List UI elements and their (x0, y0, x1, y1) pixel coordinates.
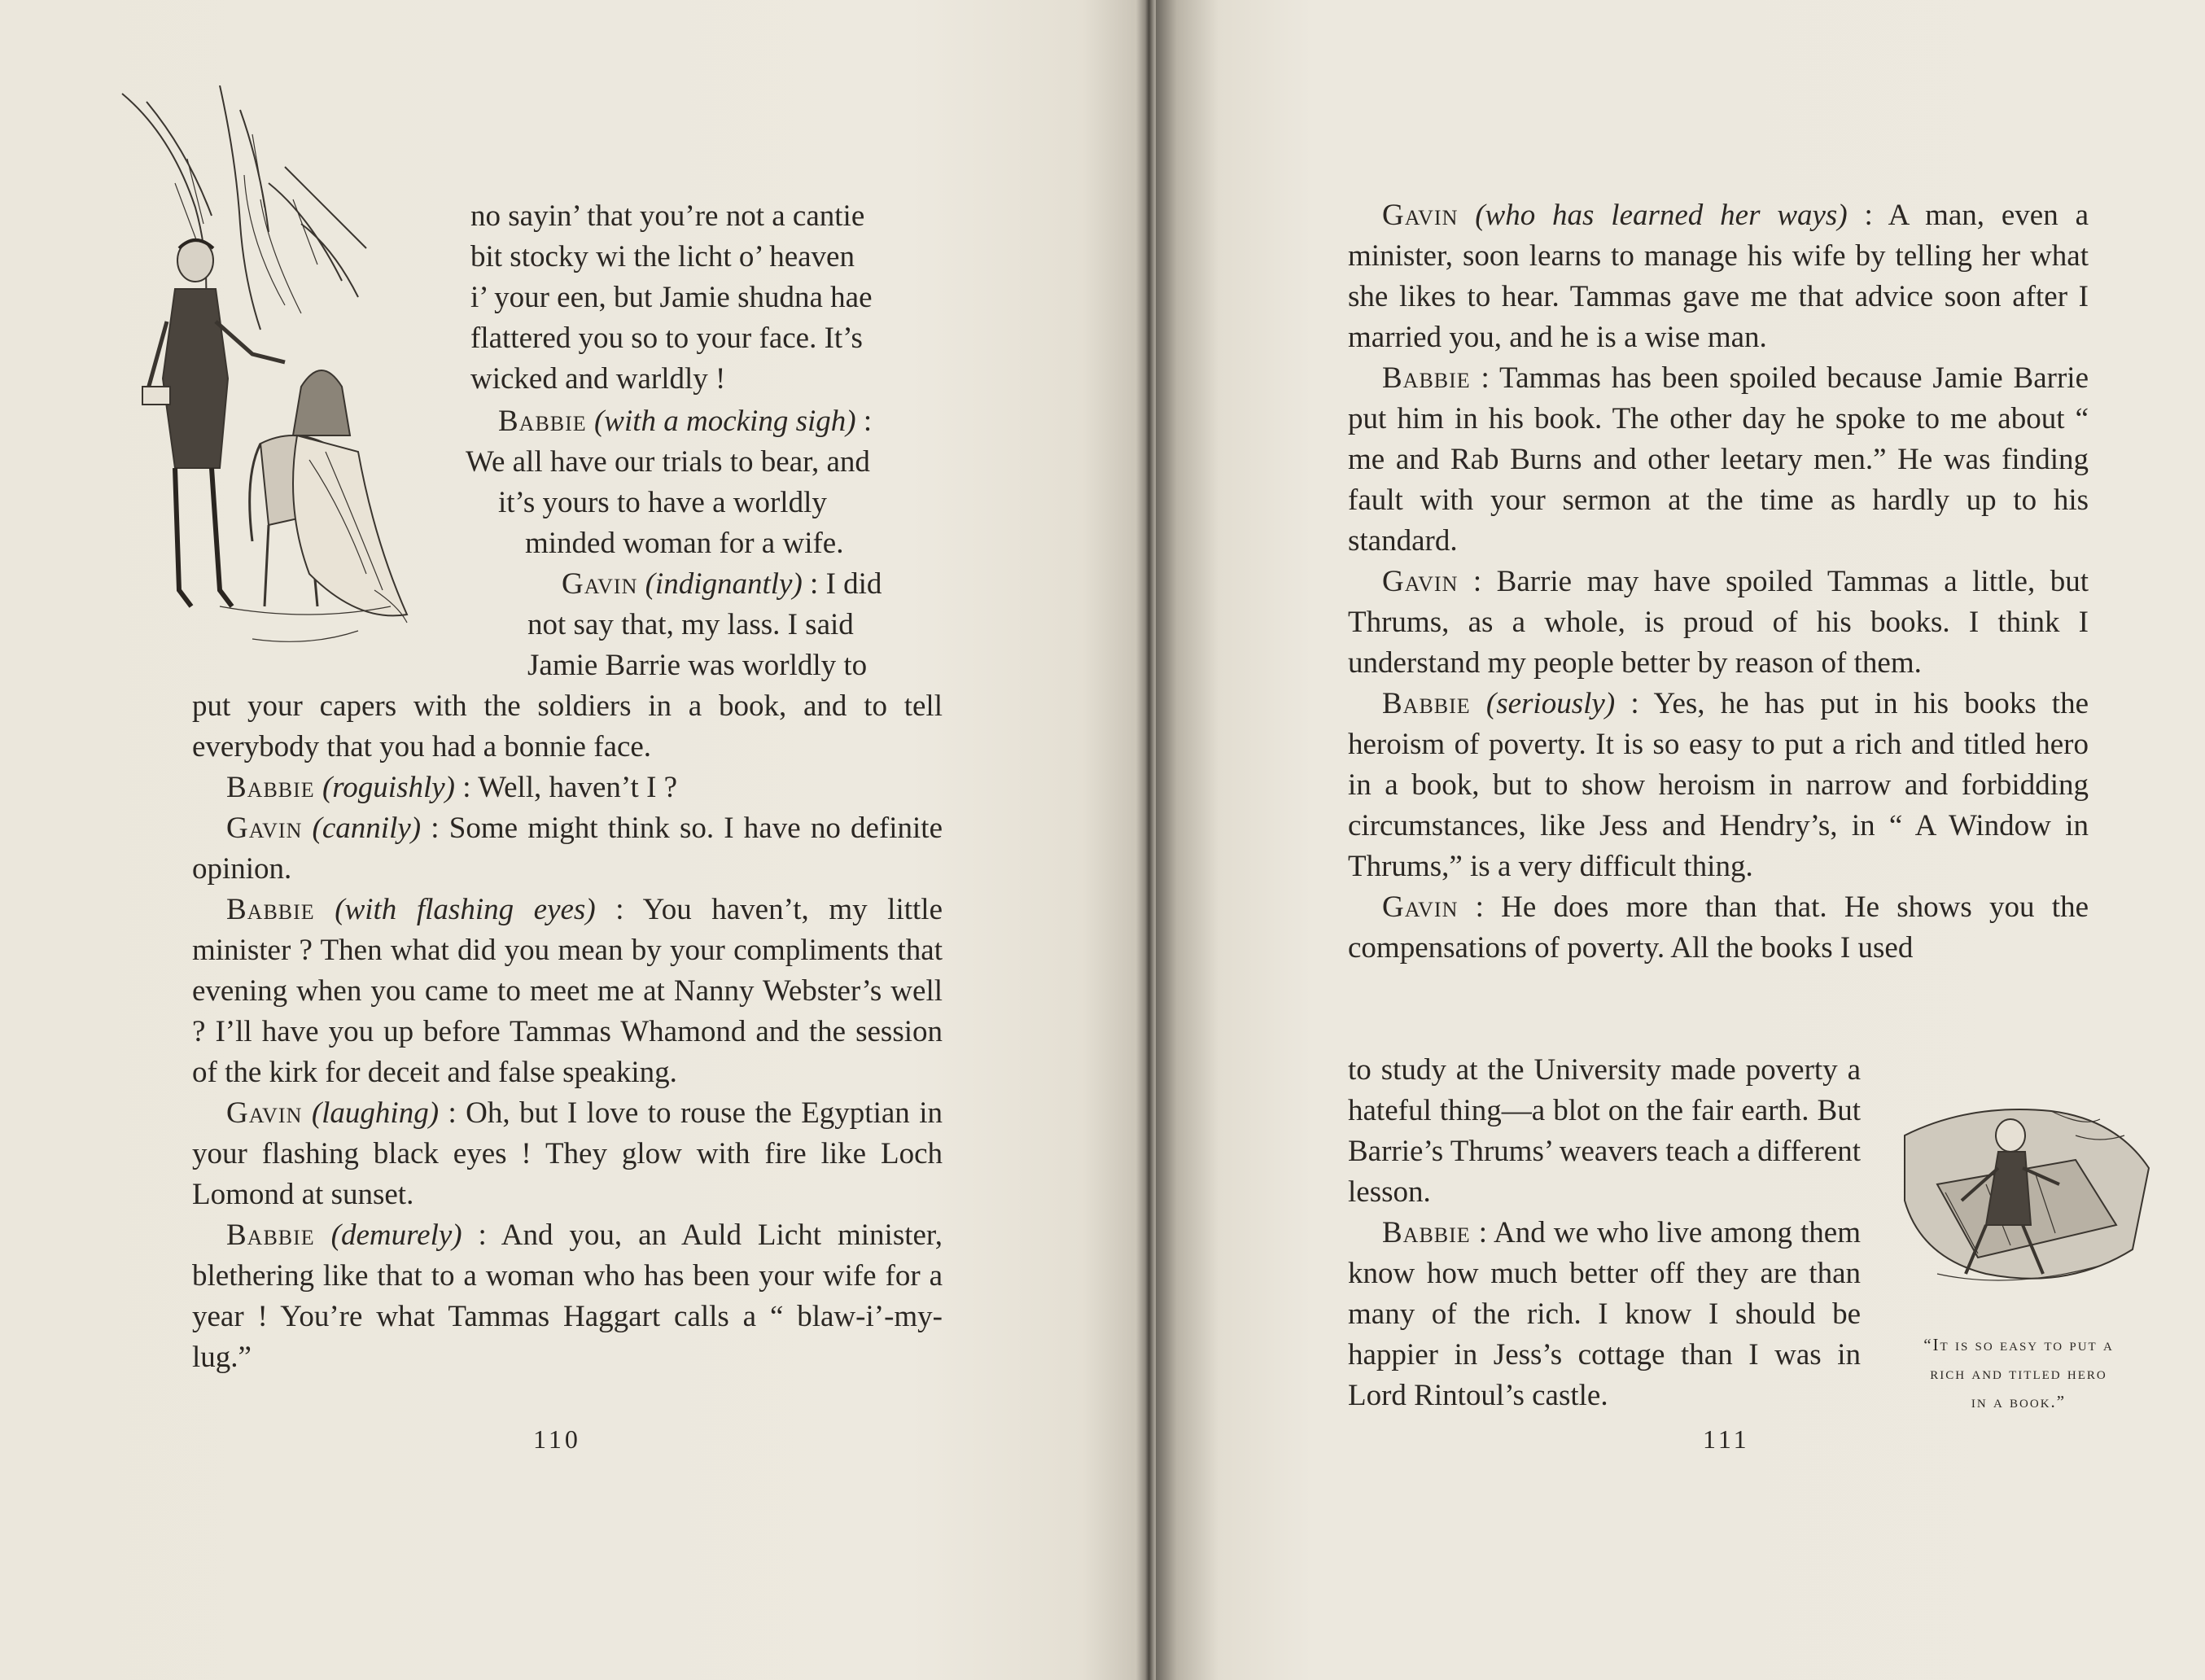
caption-line: in a book.” (1971, 1392, 2067, 1411)
text-line: not say that, my lass. I said (527, 608, 854, 641)
speaker-name: Babbie (498, 405, 587, 438)
stage-direction: (laughing) (311, 1096, 440, 1130)
speaker-name: Gavin (1382, 565, 1459, 598)
dialogue-text: : I did (802, 567, 882, 601)
dialogue-text: : Barrie may have spoiled Tammas a little, but Thrums, as a whole, is proud of his books. I think I understand my people better by reason of them. (1348, 565, 2089, 680)
text-line: We all have our trials to bear, and (466, 445, 870, 479)
dialogue-babbie-1 (498, 401, 943, 442)
speaker-name: Babbie (226, 771, 315, 804)
speaker-name: Gavin (226, 1096, 303, 1130)
stage-direction: (who has learned her ways) (1475, 199, 1848, 232)
speaker-name: Gavin (1382, 199, 1459, 232)
dialogue-text: : And you, an Auld Licht minister, blethering like that to a woman who has been your wife for a year ! You’re what Tammas Haggart calls a “ blaw-i’-my-lug.” (192, 1218, 943, 1374)
text-line: Jamie Barrie was worldly to (527, 649, 868, 682)
dialogue-gavin-2 (192, 808, 943, 890)
speaker-name: Babbie (1382, 687, 1471, 720)
stage-direction: (cannily) (312, 812, 422, 845)
text-block-main (192, 686, 943, 1378)
speaker-name: Babbie (1382, 361, 1471, 395)
stage-direction: (with flashing eyes) (335, 893, 596, 926)
dialogue-continuation: put your capers with the soldiers in a book, and to tell everybody that you had a bonnie face. (192, 689, 943, 763)
text-line: flattered you so to your face. It’s (470, 322, 863, 355)
dialogue-babbie-3 (192, 890, 943, 1093)
dialogue-continuation: to study at the University made poverty a hateful thing—a blot on the fair earth. But Barrie’s Thrums’ weavers teach a different lesson. (1348, 1053, 1861, 1209)
dialogue-text: : Oh, but I love to rouse the Egyptian in your flashing black eyes ! They glow with fire like Loch Lomond at sunset. (192, 1096, 943, 1211)
dialogue-text: : A man, even a minister, soon learns to manage his wife by telling her what she likes to hear. Tammas gave me that advice soon after I married you, and he is a wise man. (1348, 199, 2089, 354)
dialogue-babbie-7 (1348, 1213, 1861, 1416)
dialogue-babbie-5 (1348, 358, 2089, 562)
vignette-illustration (1888, 1087, 2157, 1306)
text-line (527, 645, 943, 686)
text-line (466, 442, 943, 483)
colon: : (855, 405, 873, 438)
text-line (527, 605, 943, 645)
text-block-main (1348, 195, 2089, 969)
speaker-name: Gavin (226, 812, 303, 845)
dialogue-text: : Some might think so. I have no definite opinion. (192, 812, 943, 886)
stage-direction: (roguishly) (322, 771, 455, 804)
dialogue-text: : Yes, he has put in his books the heroism of poverty. It is so easy to put a rich and titled hero in a book, but to show heroism in narrow and forbidding circumstances, like Jess and Hendry’s, in “ A Window in Thrums,” is a very difficult thing. (1348, 687, 2089, 883)
text-line: bit stocky wi the licht o’ heaven (470, 240, 855, 273)
text-line (525, 523, 943, 564)
speaker-name: Gavin (562, 567, 638, 601)
illustration-caption (1876, 1331, 2161, 1416)
text-line: no sayin’ that you’re not a cantie (470, 199, 865, 233)
caption-line: rich and titled hero (1930, 1363, 2107, 1383)
stage-direction: (indignantly) (645, 567, 803, 601)
dialogue-gavin-6 (1348, 887, 2089, 969)
dialogue-babbie-6 (1348, 684, 2089, 887)
text-line: i’ your een, but Jamie shudna hae (470, 281, 873, 314)
text-block-top (470, 196, 943, 400)
text-block-wrap (1348, 1050, 1861, 1416)
dialogue-text: : Well, haven’t I ? (455, 771, 678, 804)
text-line: minded woman for a wife. (525, 527, 844, 560)
stage-direction: (seriously) (1485, 687, 1616, 720)
dialogue-text: : Tammas has been spoiled because Jamie Barrie put him in his book. The other day he spoke to me about “ me and Rab Burns and other leetary men.” He was finding fault with your sermon at the time as hardly up to his standard. (1348, 361, 2089, 558)
text-line (498, 483, 943, 523)
speaker-name: Babbie (226, 1218, 315, 1252)
dialogue-babbie-4 (192, 1215, 943, 1378)
dialogue-babbie-2 (192, 768, 943, 808)
dialogue-gavin-4 (1348, 195, 2089, 358)
speaker-name: Babbie (1382, 1216, 1471, 1249)
caption-line: “It is so easy to put a (1923, 1335, 2114, 1354)
dialogue-gavin-5 (1348, 562, 2089, 684)
stage-direction: (with a mocking sigh) (593, 405, 856, 438)
dialogue-gavin-3 (192, 1093, 943, 1215)
dialogue-text: : He does more than that. He shows you the compensations of poverty. All the books I used (1348, 890, 2089, 965)
speaker-name: Gavin (1382, 890, 1459, 924)
text-line: it’s yours to have a worldly (498, 486, 827, 519)
page-number: 110 (533, 1424, 581, 1454)
dialogue-gavin-1 (562, 564, 943, 605)
stage-direction: (demurely) (330, 1218, 462, 1252)
text-line: wicked and warldly ! (470, 362, 726, 396)
couple-illustration (98, 85, 488, 672)
dialogue-text: : You haven’t, my little minister ? Then what did you mean by your compliments that evening when you came to meet me at Nanny Webster’s well ? I’ll have you up before Tammas Whamond and the session of the kirk for deceit and false speaking. (192, 893, 943, 1089)
dialogue-text: : And we who live among them know how much better off they are than many of the rich. I know I should be happier in Jess’s cottage than I was in Lord Rintoul’s castle. (1348, 1216, 1861, 1412)
speaker-name: Babbie (226, 893, 315, 926)
page-number: 111 (1703, 1424, 1750, 1454)
